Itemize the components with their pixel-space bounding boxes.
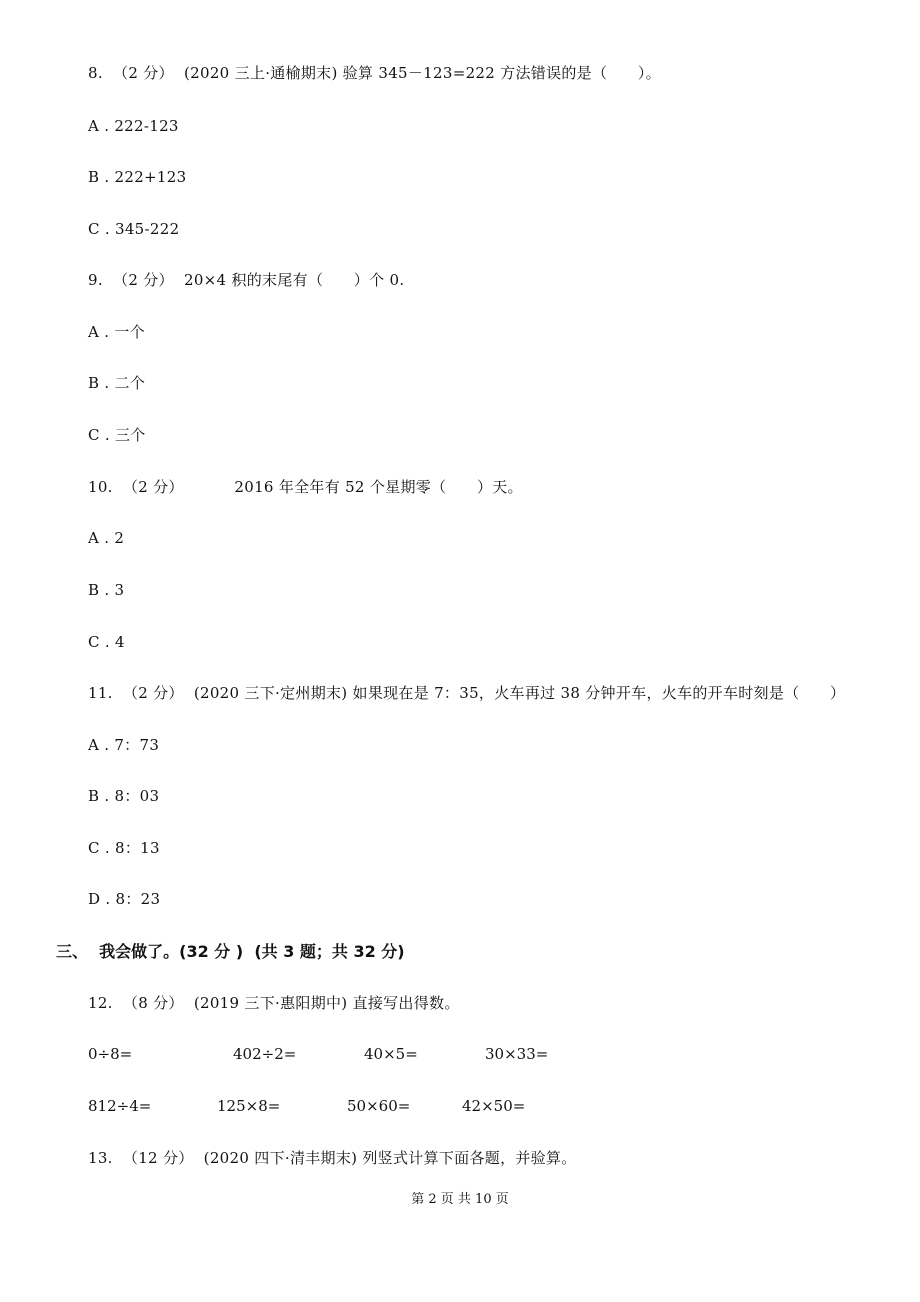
calc-item: 125×8=	[217, 1097, 281, 1115]
question-10-stem: 10. （2 分） 2016 年全年有 52 个星期零（ ）天。	[88, 478, 523, 496]
calc-item: 50×60=	[347, 1097, 411, 1115]
calc-item: 0÷8=	[88, 1045, 133, 1063]
calc-item: 30×33=	[485, 1045, 549, 1063]
question-9-option-c[interactable]: C . 三个	[88, 426, 146, 444]
question-10-option-c[interactable]: C . 4	[88, 633, 125, 651]
calc-item: 402÷2=	[233, 1045, 297, 1063]
question-8-option-b[interactable]: B . 222+123	[88, 168, 187, 186]
question-8-stem: 8. （2 分） (2020 三上·通榆期末) 验算 345－123=222 方法错误的是（ ）。	[88, 64, 661, 82]
question-12-stem: 12. （8 分） (2019 三下·惠阳期中) 直接写出得数。	[88, 994, 460, 1012]
question-8-option-a[interactable]: A . 222-123	[88, 117, 179, 135]
calc-item: 40×5=	[364, 1045, 418, 1063]
question-9-stem: 9. （2 分） 20×4 积的末尾有（ ）个 0.	[88, 271, 405, 289]
question-11-option-a[interactable]: A . 7：73	[88, 736, 160, 754]
question-9-option-a[interactable]: A . 一个	[88, 323, 145, 341]
question-9-option-b[interactable]: B . 二个	[88, 374, 146, 392]
question-10-option-b[interactable]: B . 3	[88, 581, 125, 599]
question-13-stem: 13. （12 分） (2020 四下·清丰期末) 列竖式计算下面各题，并验算。	[88, 1149, 577, 1167]
question-8-option-c[interactable]: C . 345-222	[88, 220, 180, 238]
question-11-option-c[interactable]: C . 8：13	[88, 839, 160, 857]
calc-item: 812÷4=	[88, 1097, 152, 1115]
page-footer: 第 2 页 共 10 页	[411, 1192, 509, 1207]
calc-item: 42×50=	[462, 1097, 526, 1115]
section-3-heading: 三、 我会做了。(32 分 ) (共 3 题；共 32 分)	[56, 942, 405, 961]
question-11-option-d[interactable]: D . 8：23	[88, 890, 161, 908]
question-11-option-b[interactable]: B . 8：03	[88, 787, 160, 805]
question-10-option-a[interactable]: A . 2	[88, 529, 125, 547]
question-11-stem: 11. （2 分） (2020 三下·定州期末) 如果现在是 7：35，火车再过 38 分钟开车，火车的开车时刻是（ ）	[88, 684, 846, 702]
